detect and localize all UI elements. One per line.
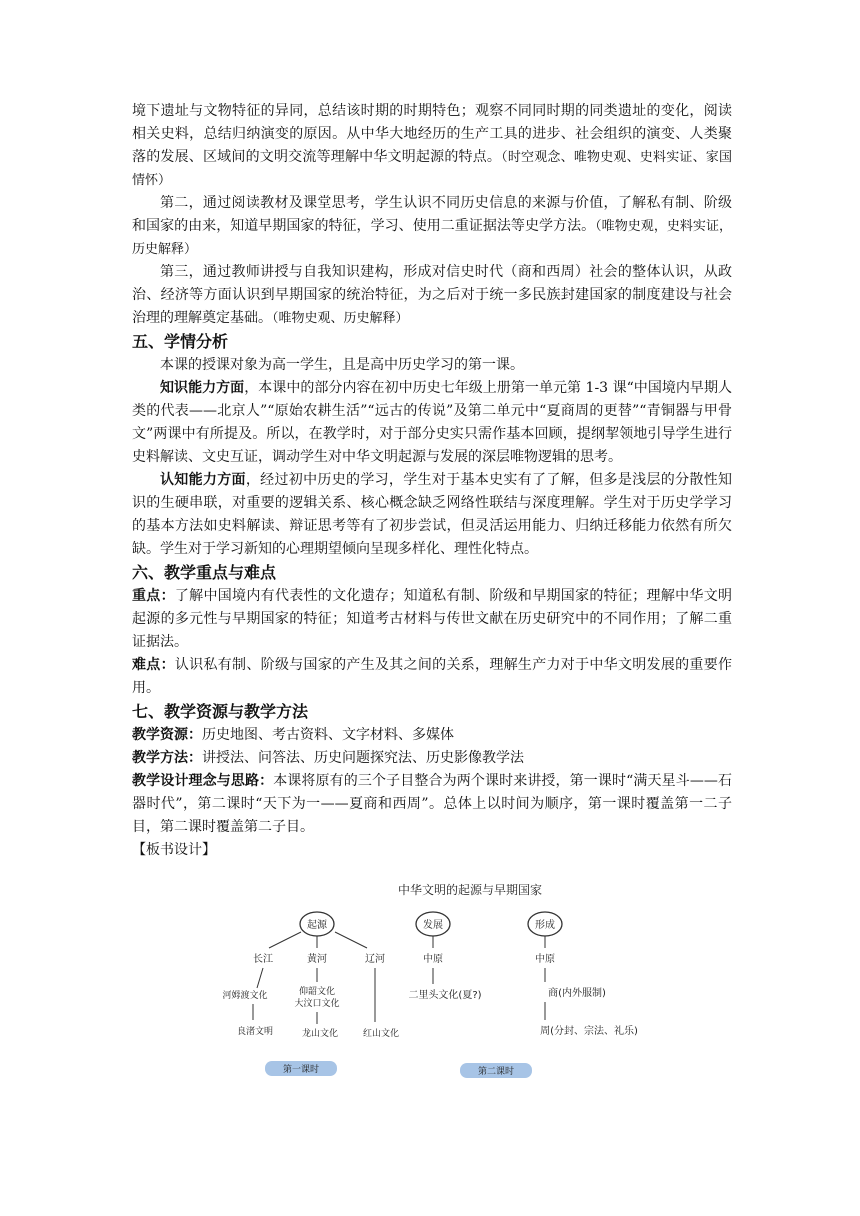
section6-heading: 六、教学重点与难点 — [132, 563, 277, 582]
section7-resources — [132, 724, 732, 747]
difficulty-label: 难点： — [132, 657, 175, 673]
section5-label-3: 认知能力方面 — [160, 472, 246, 488]
culture-dawenkou: 大汶口文化 — [294, 999, 340, 1009]
board-title: 中华文明的起源与早期国家 — [397, 883, 543, 897]
river-yangtze: 长江 — [253, 954, 273, 965]
design-text: 本课将原有的三个子目整合为两个课时来讲授，第一课时“满天星斗——石器时代”，第二课时“天下为一——夏商和西周”。总体上以时间为顺序，第一课时覆盖第一二子目，第二课时覆盖第二子目。 — [132, 773, 733, 835]
culture-erlitou: 二里头文化(夏?) — [408, 990, 482, 1001]
difficulty-text: 认识私有制、阶级与国家的产生及其之间的关系，理解生产力对于中华文明发展的重要作用。 — [132, 657, 733, 696]
intro-text-2: 第二，通过阅读教材及课堂思考，学生认识不同历史信息的来源与价值，了解私有制、阶级和国家的由来，知道早期国家的特征，学习、使用二重证据法等史学方法。 — [132, 195, 732, 234]
section7-heading: 七、教学资源与教学方法 — [132, 702, 309, 721]
section6-key — [132, 585, 732, 654]
intro-paragraph-3 — [132, 261, 732, 330]
intro-paragraph-2 — [132, 192, 732, 261]
river-liao: 辽河 — [365, 954, 385, 965]
intro-text-1: 境下遗址与文物特征的异同，总结该时期的时期特色；观察不同同时期的同类遗址的变化，阅读相关史料，总结归纳演变的原因。从中华大地经历的生产工具的进步、社会组织的演变、人类聚落的发展、区域间的文明交流等理解中华文明起源的特点。 — [132, 103, 732, 165]
design-label: 教学设计理念与思路： — [132, 773, 274, 789]
section5-heading: 五、学情分析 — [132, 332, 229, 351]
dynasty-zhou: 周(分封、宗法、礼乐) — [540, 1026, 638, 1037]
culture-hemudu: 河姆渡文化 — [222, 991, 268, 1001]
section5-paragraph-3 — [132, 469, 732, 561]
circle-develop-label: 发展 — [423, 920, 443, 931]
board-diagram — [205, 872, 655, 1087]
section6-difficulty — [132, 654, 732, 700]
circle-origin-label: 起源 — [307, 920, 327, 931]
river-yellow: 黄河 — [307, 954, 327, 965]
section5-text-2: ，本课中的部分内容在初中历史七年级上册第一单元第 1-3 课“中国境内早期人类的代表——北京人”“原始农耕生活”“远古的传说”及第二单元中“夏商周的更替”“青铜器与甲骨文”两课中有所提及。所以，在教学时，对于部分史实只需作基本回顾，提纲挈领地引导学生进行史料解读、文史互证，调动学生对中华文明起源与发展的深层唯物逻辑的思考。 — [132, 380, 733, 465]
intro-paragraph-1 — [132, 100, 732, 192]
key-label: 重点： — [132, 588, 175, 604]
intro-note-2: （唯物史观，史料实证，历史解释） — [132, 219, 732, 257]
branch-line — [269, 932, 301, 948]
culture-yangshao: 仰韶文化 — [298, 987, 336, 997]
develop-central-plains: 中原 — [423, 954, 443, 965]
section5-paragraph-2 — [132, 377, 732, 469]
section7-design — [132, 770, 732, 839]
form-central-plains: 中原 — [535, 954, 555, 965]
intro-text-3: 第三，通过教师讲授与自我知识建构，形成对信史时代（商和西周）社会的整体认识，从政治、经济等方面认识到早期国家的统治特征，为之后对于统一多民族封建国家的制度建设与社会治理的理解奠定基础。 — [132, 264, 732, 326]
lesson2-badge-label: 第二课时 — [477, 1067, 515, 1077]
methods-label: 教学方法： — [132, 750, 202, 766]
culture-longshan: 龙山文化 — [301, 1029, 339, 1039]
culture-hongshan: 红山文化 — [362, 1029, 400, 1039]
section5-paragraph-1: 本课的授课对象为高一学生，且是高中历史学习的第一课。 — [160, 357, 524, 373]
key-text: 了解中国境内有代表性的文化遗存；知道私有制、阶级和早期国家的特征；理解中华文明起源的多元性与早期国家的特征；知道考古材料与传世文献在历史研究中的不同作用；了解二重证据法。 — [132, 588, 733, 650]
intro-note-1: （时空观念、唯物史观、史料实证、家国情怀） — [132, 150, 732, 188]
intro-note-3: （唯物史观、历史解释） — [272, 311, 409, 326]
circle-form-label: 形成 — [535, 920, 555, 931]
section7-methods — [132, 747, 732, 770]
culture-liangzhu: 良渚文明 — [236, 1027, 274, 1037]
board-design-image — [205, 872, 655, 1087]
branch-line — [335, 932, 367, 948]
document-page — [132, 100, 732, 862]
section5-text-3: ，经过初中历史的学习，学生对于基本史实有了了解，但多是浅层的分散性知识的生硬串联，对重要的逻辑关系、核心概念缺乏网络性联结与深度理解。学生对于历史学学习的基本方法如史料解读、辩证思考等有了初步尝试，但灵活运用能力、归纳迁移能力依然有所欠缺。学生对于学习新知的心理期望倾向呈现多样化、理性化特点。 — [132, 472, 733, 557]
resources-text: 历史地图、考古资料、文字材料、多媒体 — [202, 727, 454, 743]
dynasty-shang: 商(内外服制) — [548, 988, 606, 999]
branch-line — [257, 968, 263, 988]
section5-label-2: 知识能力方面 — [160, 380, 245, 396]
methods-text: 讲授法、问答法、历史问题探究法、历史影像教学法 — [202, 750, 524, 766]
board-label: 【板书设计】 — [132, 842, 216, 858]
resources-label: 教学资源： — [132, 727, 202, 743]
lesson1-badge-label: 第一课时 — [282, 1065, 320, 1075]
